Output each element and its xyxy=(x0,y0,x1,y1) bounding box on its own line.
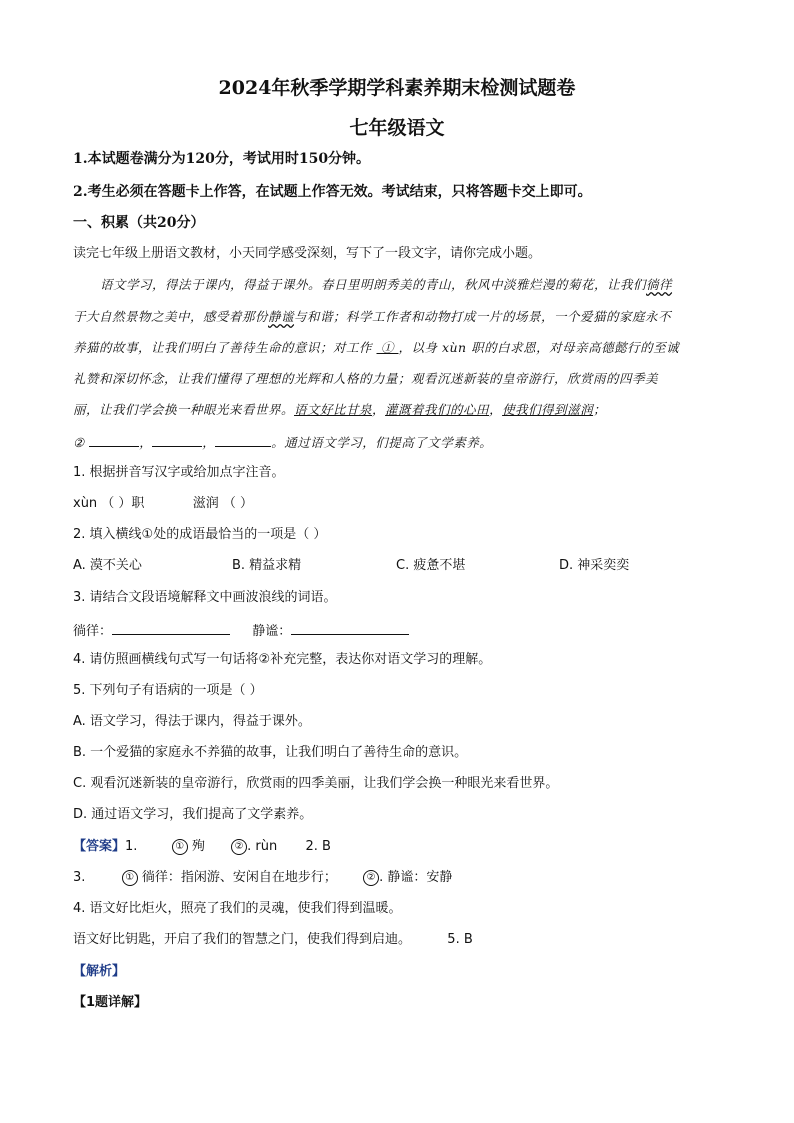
answer-1-num: 1. xyxy=(125,839,138,854)
circled-number: ① xyxy=(172,839,188,855)
note-2: 2.考生必须在答题卡上作答，在试题上作答无效。考试结束，只将答题卡交上即可。 xyxy=(73,184,592,200)
analysis-label: 【解析】 xyxy=(73,964,126,979)
note-1: 1.本试题卷满分为120分，考试用时150分钟。 xyxy=(73,151,371,167)
answer-blank[interactable] xyxy=(152,432,202,447)
q2-option-b: B. 精益求精 xyxy=(232,558,302,573)
passage-text: 语文学习，得法于课内，得益于课外。春日里明朗秀美的青山，秋风中淡雅烂漫的菊花，让我们 xyxy=(100,277,647,292)
circled-number: ② xyxy=(231,839,247,855)
passage-text: 。通过语文学习，们提高了文学素养。 xyxy=(271,435,493,450)
answer-4-text: 语文好比钥匙，开启了我们的智慧之门，使我们得到启迪。 xyxy=(73,932,412,947)
passage-line-5 xyxy=(73,401,606,419)
passage-line-4: 礼赞和深切怀念，让我们懂得了理想的光辉和人格的力量；观看沉迷新装的皇帝游行，欣赏雨的四季美 xyxy=(73,371,659,386)
comma: ， xyxy=(372,402,386,417)
q2-option-c: C. 疲惫不堪 xyxy=(396,558,466,573)
q5-option-d: D. 通过语文学习，我们提高了文学素养。 xyxy=(73,807,313,822)
blank-2-mark: ② xyxy=(73,435,85,450)
passage-text: ，以身 xùn 职的白求恩，对母亲高德懿行的至诚 xyxy=(398,340,680,355)
question-2: 2. 填入横线①处的成语最恰当的一项是（ ） xyxy=(73,527,327,542)
passage-line-6: ② ， ， 。通过语文学习，们提高了文学素养。 xyxy=(73,432,492,452)
wavy-word-changyang: 徜徉 xyxy=(646,277,673,292)
question-4: 4. 请仿照画横线句式写一句话将②补充完整，表达你对语文学习的理解。 xyxy=(73,652,492,667)
answer-line-1 xyxy=(73,838,331,856)
q2-option-d: D. 神采奕奕 xyxy=(559,558,630,573)
answer-blank[interactable] xyxy=(89,432,139,447)
circled-number: ① xyxy=(122,870,138,886)
passage-text: 养猫的故事，让我们明白了善待生命的意识；对工作 xyxy=(73,340,373,355)
question-5: 5. 下列句子有语病的一项是（ ） xyxy=(73,683,263,698)
answer-label: 【答案】 xyxy=(73,839,126,854)
answer-5: 5. B xyxy=(447,932,473,947)
passage-text: 与和谐；科学工作者和动物打成一片的场景，一个爱猫的家庭永不 xyxy=(294,309,672,324)
answer-3b: . 静谧：安静 xyxy=(379,870,453,885)
wavy-word-jingmi: 静谧 xyxy=(268,309,295,324)
question-1-items xyxy=(73,495,253,513)
answer-1a: 殉 xyxy=(191,839,205,854)
q3-label-a: 徜徉： xyxy=(73,624,113,639)
q5-option-a: A. 语文学习，得法于课内，得益于课外。 xyxy=(73,714,311,729)
q5-option-b: B. 一个爱猫的家庭永不养猫的故事，让我们明白了善待生命的意识。 xyxy=(73,745,468,760)
answer-4-line-2 xyxy=(73,931,473,949)
answer-3a: 徜徉：指闲游、安闲自在地步行； xyxy=(141,870,337,885)
comma: ， xyxy=(489,402,503,417)
answer-1b: . rùn xyxy=(247,839,278,854)
passage-text: 丽，让我们学会换一种眼光来看世界。 xyxy=(73,402,295,417)
question-3: 3. 请结合文段语境解释文中画波浪线的词语。 xyxy=(73,590,337,605)
semicolon: ； xyxy=(593,402,607,417)
question-1: 1. 根据拼音写汉字或给加点字注音。 xyxy=(73,465,285,480)
passage-text: 于大自然景物之美中，感受着那份 xyxy=(73,309,269,324)
q3-answers xyxy=(73,620,409,641)
page-title: 2024年秋季学期学科素养期末检测试题卷 xyxy=(218,77,576,99)
q1-item-a: xùn （ ）职 xyxy=(73,496,145,511)
circled-number: ② xyxy=(363,870,379,886)
section-heading: 一、积累（共20分） xyxy=(73,215,205,231)
passage-line-3 xyxy=(73,339,679,357)
q5-option-c: C. 观看沉迷新装的皇帝游行，欣赏雨的四季美丽，让我们学会换一种眼光来看世界。 xyxy=(73,776,559,791)
q2-option-a: A. 漠不关心 xyxy=(73,558,142,573)
underlined-phrase-3: 使我们得到滋润 xyxy=(502,402,594,417)
answer-4-line-1: 4. 语文好比炬火，照亮了我们的灵魂，使我们得到温暖。 xyxy=(73,901,402,916)
answer-blank[interactable] xyxy=(112,620,230,635)
section-intro: 读完七年级上册语文教材，小天同学感受深刻，写下了一段文字，请你完成小题。 xyxy=(73,246,542,261)
passage-line-2 xyxy=(73,308,671,326)
answer-blank[interactable] xyxy=(215,432,271,447)
passage-line-1 xyxy=(100,276,672,294)
blank-1 xyxy=(377,340,399,355)
q1-item-b: 滋润 （ ） xyxy=(192,496,253,511)
blank-1-mark: ① xyxy=(380,340,394,355)
page-subtitle: 七年级语文 xyxy=(349,117,445,139)
answer-3-num: 3. xyxy=(73,870,86,885)
q3-label-b: 静谧： xyxy=(252,624,292,639)
analysis-detail: 【1题详解】 xyxy=(73,995,148,1010)
answer-2: 2. B xyxy=(305,839,331,854)
answer-blank[interactable] xyxy=(291,620,409,635)
underlined-phrase-1: 语文好比甘泉 xyxy=(294,402,373,417)
underlined-phrase-2: 灌溉着我们的心田 xyxy=(385,402,490,417)
answer-line-3 xyxy=(73,869,452,887)
